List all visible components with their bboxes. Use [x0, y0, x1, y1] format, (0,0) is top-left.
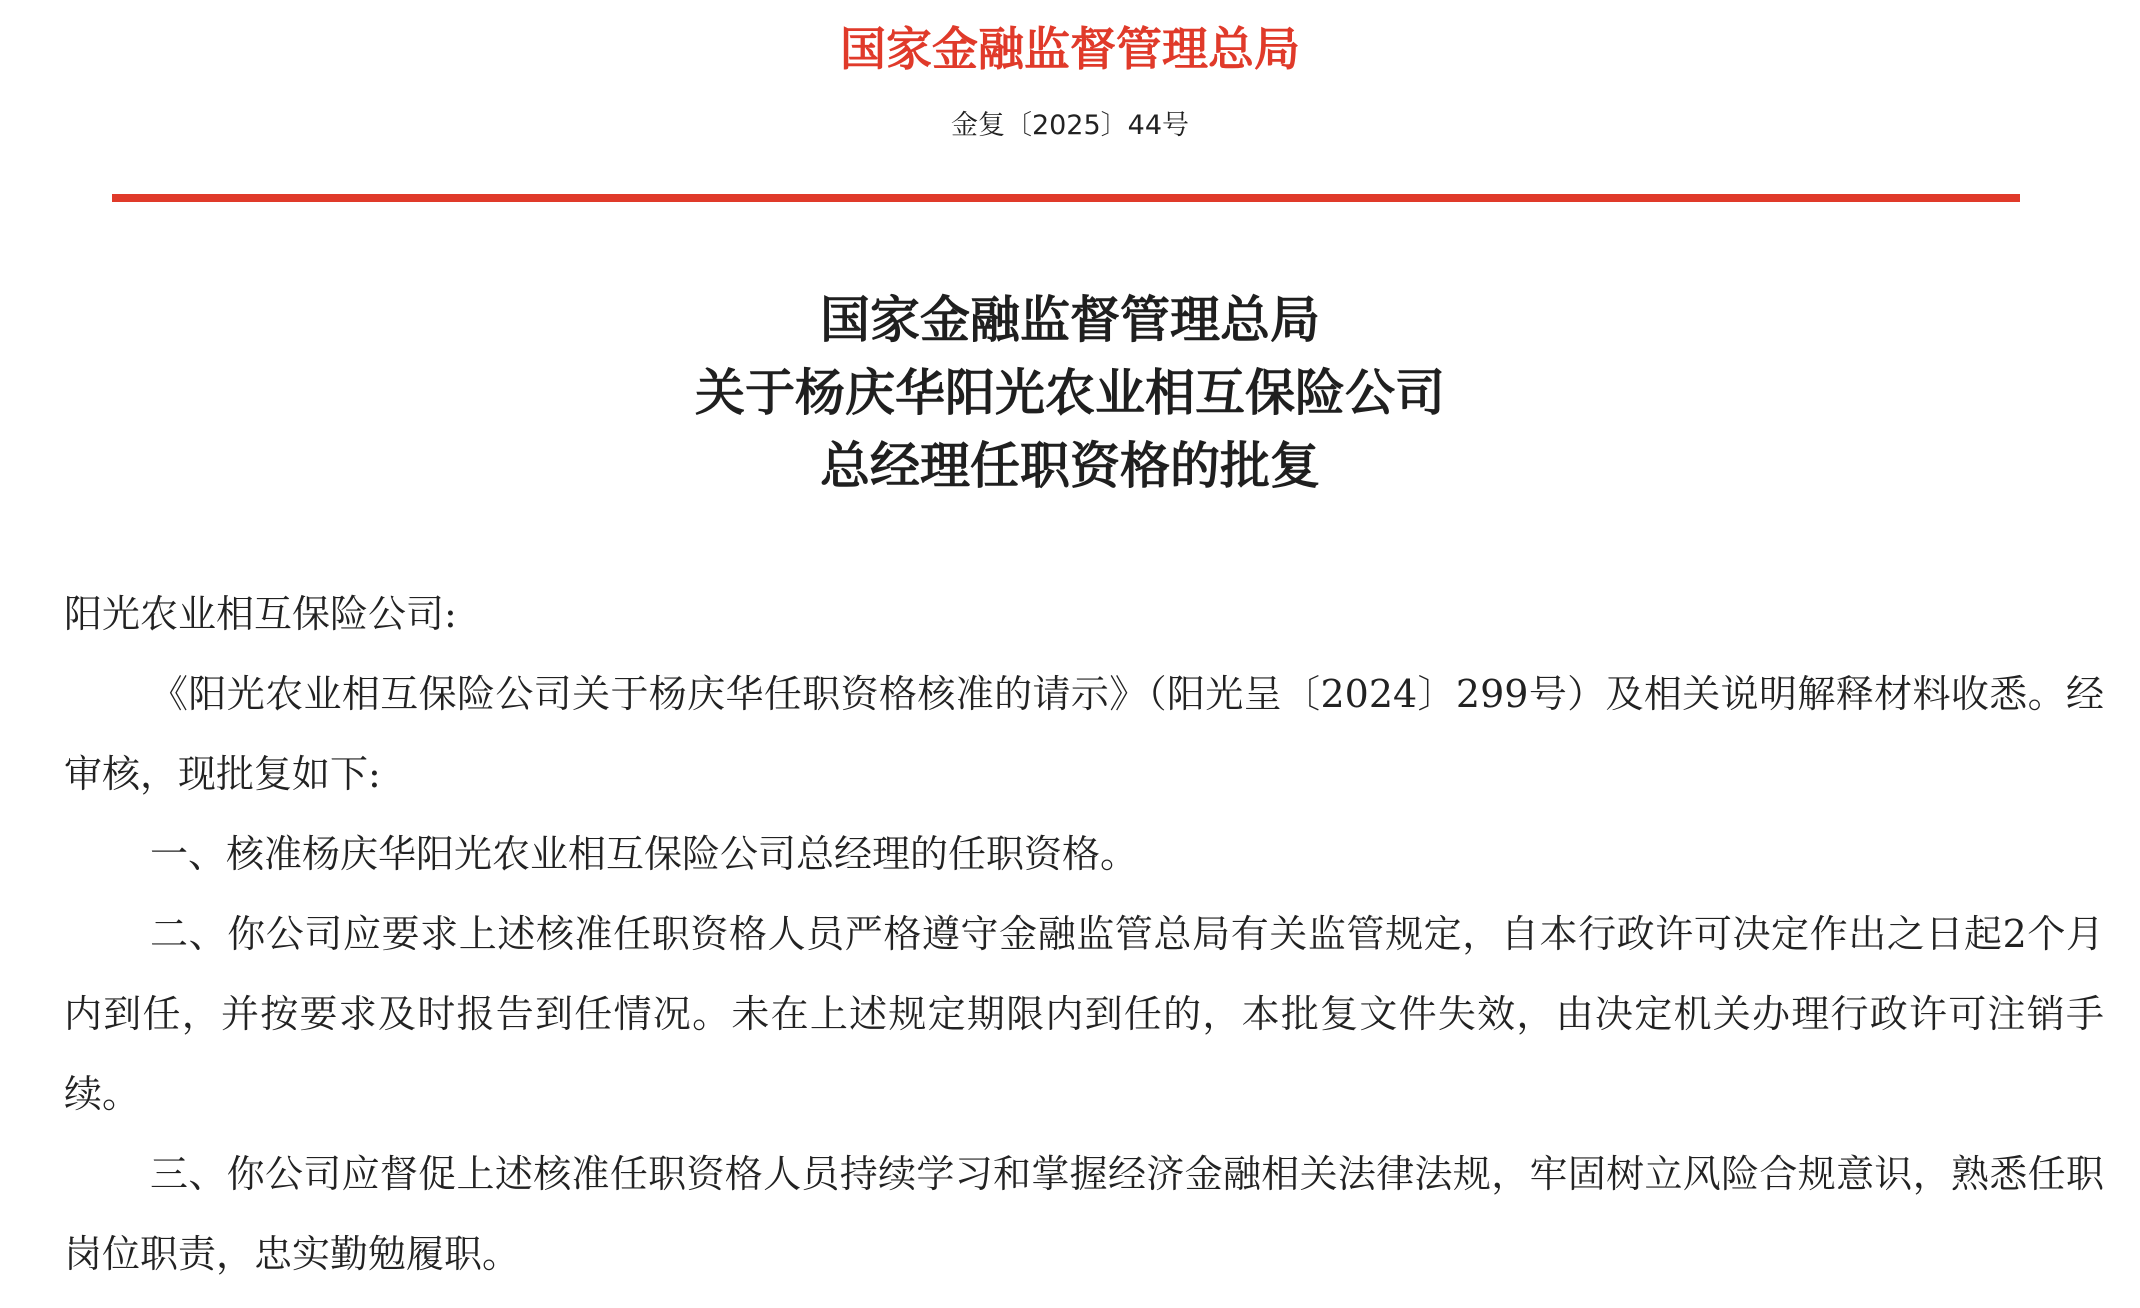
paragraph-item-3: 三、你公司应督促上述核准任职资格人员持续学习和掌握经济金融相关法律法规，牢固树立风险合规意识，熟悉任职岗位职责，忠实勤勉履职。: [64, 1152, 2104, 1276]
paragraph-item-1: 一、核准杨庆华阳光农业相互保险公司总经理的任职资格。: [150, 832, 1139, 876]
title-line-2: 关于杨庆华阳光农业相互保险公司: [695, 364, 1445, 422]
document-number: 金复〔2025〕44号: [950, 110, 1190, 141]
title-line-3: 总经理任职资格的批复: [820, 437, 1320, 495]
paragraph-intro: 《阳光农业相互保险公司关于杨庆华任职资格核准的请示》（阳光呈〔2024〕299号）及相关说明解释材料收悉。经审核，现批复如下:: [64, 672, 2104, 796]
title-line-1: 国家金融监督管理总局: [820, 291, 1320, 349]
paragraph-item-2: 二、你公司应要求上述核准任职资格人员严格遵守金融监管总局有关监管规定，自本行政许可决定作出之日起2个月内到任，并按要求及时报告到任情况。未在上述规定期限内到任的，本批复文件失效，由决定机关办理行政许可注销手续。: [64, 912, 2104, 1116]
agency-header: 国家金融监督管理总局: [840, 22, 1300, 76]
addressee: 阳光农业相互保险公司:: [64, 592, 457, 636]
document-title: [0, 284, 2140, 503]
red-divider-line: [112, 194, 2020, 202]
document-body: [64, 574, 2104, 1294]
